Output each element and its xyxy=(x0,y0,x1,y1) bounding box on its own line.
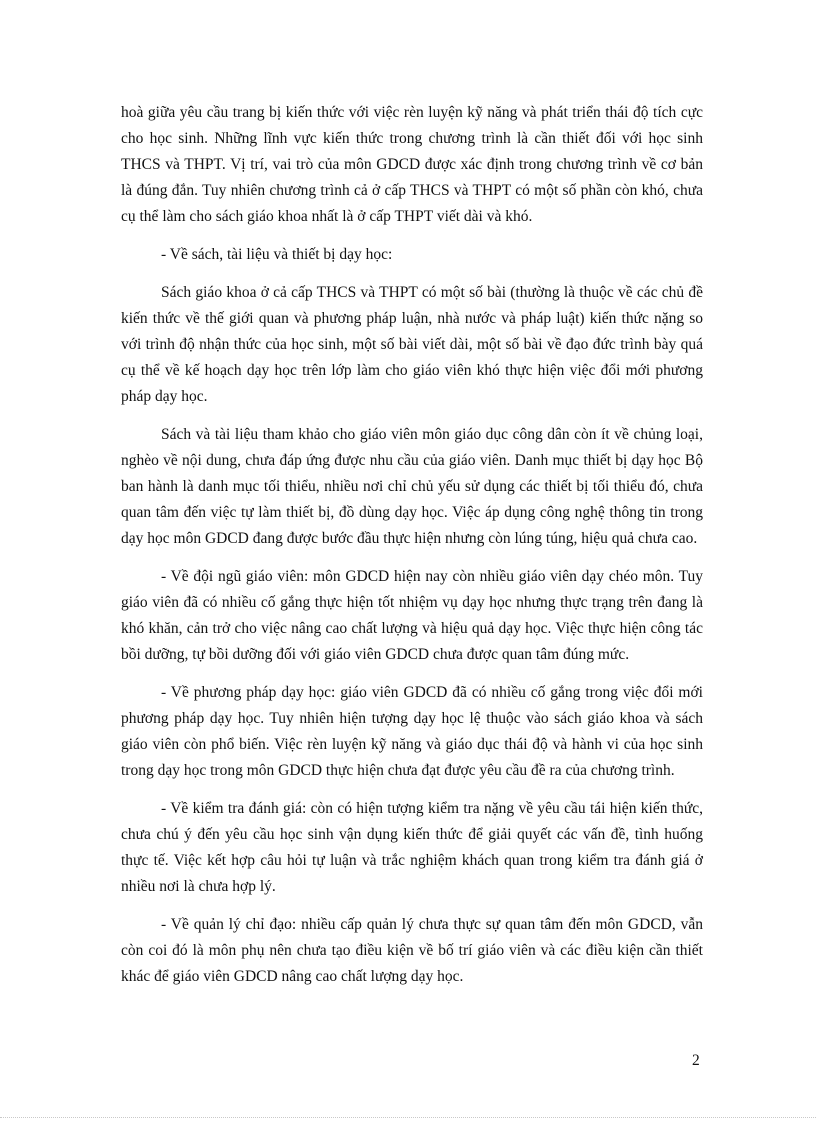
paragraph-reference-materials: Sách và tài liệu tham khảo cho giáo viên môn giáo dục công dân còn ít về chủng loại, nghèo về nội dung, chưa đáp ứng được nhu cầu của giáo viên. Danh mục thiết bị dạy học Bộ ban hành là danh mục tối thiểu, nhiều nơi chỉ chủ yếu sử dụng các thiết bị tối thiểu đó, chưa quan tâm đến việc tự làm thiết bị, đồ dùng dạy học. Việc áp dụng công nghệ thông tin trong dạy học môn GDCD đang được bước đầu thực hiện nhưng còn lúng túng, hiệu quả chưa cao. xyxy=(121,426,703,547)
document-body xyxy=(121,100,703,1002)
paragraph-teaching-methods: - Về phương pháp dạy học: giáo viên GDCD đã có nhiều cố gắng trong việc đổi mới phương pháp dạy học. Tuy nhiên hiện tượng dạy học lệ thuộc vào sách giáo khoa và sách giáo viên còn phổ biến. Việc rèn luyện kỹ năng và giáo dục thái độ và hành vi của học sinh trong dạy học trong môn GDCD thực hiện chưa đạt được yêu cầu đề ra của chương trình. xyxy=(121,684,703,779)
paragraph-teaching-staff: - Về đội ngũ giáo viên: môn GDCD hiện nay còn nhiều giáo viên dạy chéo môn. Tuy giáo viên đã có nhiều cố gắng thực hiện tốt nhiệm vụ dạy học nhưng thực trạng trên đang là khó khăn, cản trở cho việc nâng cao chất lượng và hiệu quả dạy học. Việc thực hiện công tác bồi dưỡng, tự bồi dưỡng đối với giáo viên GDCD chưa được quan tâm đúng mức. xyxy=(121,568,703,663)
paragraph-assessment: - Về kiểm tra đánh giá: còn có hiện tượng kiểm tra nặng về yêu cầu tái hiện kiến thức, chưa chú ý đến yêu cầu học sinh vận dụng kiến thức để giải quyết các vấn đề, tình huống thực tế. Việc kết hợp câu hỏi tự luận và trắc nghiệm khách quan trong kiểm tra đánh giá ở nhiều nơi là chưa hợp lý. xyxy=(121,800,703,895)
paragraph-heading-materials: - Về sách, tài liệu và thiết bị dạy học: xyxy=(161,246,393,263)
paragraph-textbooks: Sách giáo khoa ở cả cấp THCS và THPT có một số bài (thường là thuộc về các chủ đề kiến thức về thế giới quan và phương pháp luận, nhà nước và pháp luật) kiến thức nặng so với trình độ nhận thức của học sinh, một số bài viết dài, một số bài về đạo đức trình bày quá cụ thể về kế hoạch dạy học trên lớp làm cho giáo viên khó thực hiện việc đổi mới phương pháp dạy học. xyxy=(121,284,703,405)
page-bottom-divider xyxy=(0,1117,816,1118)
paragraph-continuation: hoà giữa yêu cầu trang bị kiến thức với việc rèn luyện kỹ năng và phát triển thái độ tích cực cho học sinh. Những lĩnh vực kiến thức trong chương trình là cần thiết đối với học sinh THCS và THPT. Vị trí, vai trò của môn GDCD được xác định trong chương trình về cơ bản là đúng đắn. Tuy nhiên chương trình cả ở cấp THCS và THPT có một số phần còn khó, chưa cụ thể làm cho sách giáo khoa nhất là ở cấp THPT viết dài và khó. xyxy=(121,104,703,225)
page-number: 2 xyxy=(692,1052,700,1069)
paragraph-management: - Về quản lý chỉ đạo: nhiều cấp quản lý chưa thực sự quan tâm đến môn GDCD, vẫn còn coi đó là môn phụ nên chưa tạo điều kiện về bố trí giáo viên và các điều kiện cần thiết khác để giáo viên GDCD nâng cao chất lượng dạy học. xyxy=(121,916,703,985)
